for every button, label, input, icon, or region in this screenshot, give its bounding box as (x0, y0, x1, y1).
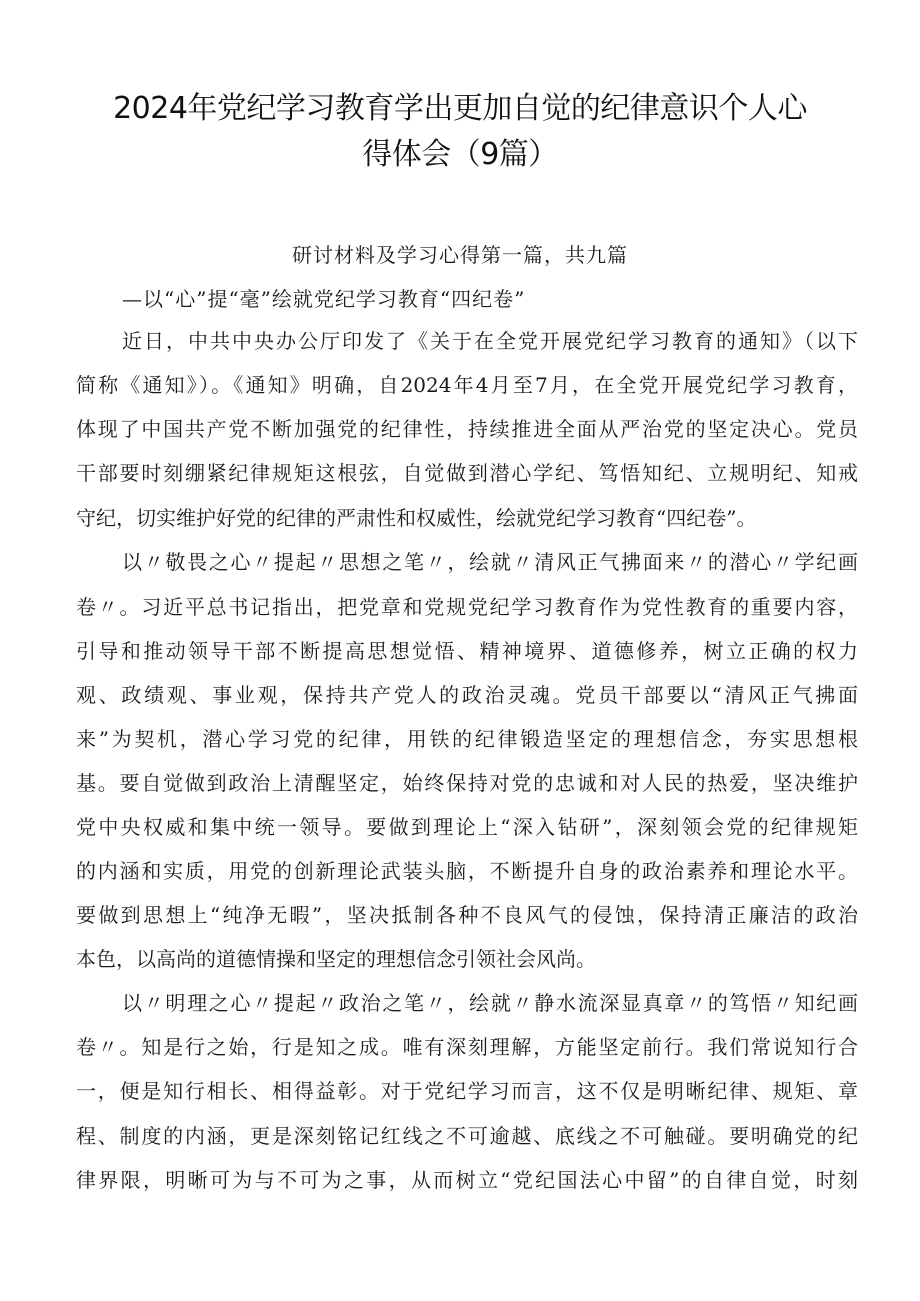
paragraph-1-line: 体现了中国共产党不断加强党的纪律性，持续推进全面从严治党的坚定决心。党员 (76, 417, 858, 441)
section-heading: —以“心”提“毫”绘就党纪学习教育“四纪卷” (122, 287, 526, 311)
paragraph-2-line: 卷〃。习近平总书记指出，把党章和党规党纪学习教育作为党性教育的重要内容， (76, 595, 858, 619)
paragraph-3-line: 一，便是知行相长、相得益彰。对于党纪学习而言，这不仅是明晰纪律、规矩、章 (76, 1079, 858, 1103)
paragraph-1-line: 近日，中共中央办公厅印发了《关于在全党开展党纪学习教育的通知》（以下 (122, 329, 858, 353)
paragraph-2-line: 引导和推动领导干部不断提高思想觉悟、精神境界、道德修养，树立正确的权力 (76, 639, 858, 663)
paragraph-2-line: 基。要自觉做到政治上清醒坚定，始终保持对党的忠诚和对人民的热爱，坚决维护 (76, 771, 858, 795)
paragraph-1-line: 简称《通知》）。《通知》明确，自2024年4月至7月，在全党开展党纪学习教育， (76, 373, 858, 397)
paragraph-2-line: 要做到思想上“纯净无暇”，坚决抵制各种不良风气的侵蚀，保持清正廉洁的政治 (76, 903, 858, 927)
paragraph-3-line: 卷〃。知是行之始，行是知之成。唯有深刻理解，方能坚定前行。我们常说知行合 (76, 1035, 858, 1059)
paragraph-3-line: 律界限，明晰可为与不可为之事，从而树立“党纪国法心中留”的自律自觉，时刻 (76, 1168, 858, 1192)
paragraph-2-line: 本色，以高尚的道德情操和坚定的理想信念引领社会风尚。 (76, 947, 596, 971)
document-title-line-2: 得体会（9篇） (362, 137, 558, 172)
paragraph-1-line: 干部要时刻绷紧纪律规矩这根弦，自觉做到潜心学纪、笃悟知纪、立规明纪、知戒 (76, 461, 858, 485)
paragraph-2-line: 以〃敬畏之心〃提起〃思想之笔〃，绘就〃清风正气拂面来〃的潜心〃学纪画 (122, 550, 858, 574)
paragraph-2-line: 来”为契机，潜心学习党的纪律，用铁的纪律锻造坚定的理想信念，夯实思想根 (76, 727, 858, 751)
document-title-line-1: 2024年党纪学习教育学出更加自觉的纪律意识个人心 (113, 91, 807, 126)
paragraph-1-line: 守纪，切实维护好党的纪律的严肃性和权威性，绘就党纪学习教育“四纪卷”。 (76, 506, 757, 530)
paragraph-2-line: 的内涵和实质，用党的创新理论武装头脑，不断提升自身的政治素养和理论水平。 (76, 859, 858, 883)
paragraph-3-line: 以〃明理之心〃提起〃政治之笔〃，绘就〃静水流深显真章〃的笃悟〃知纪画 (122, 991, 858, 1015)
section-subtitle: 研讨材料及学习心得第一篇，共九篇 (292, 243, 628, 267)
paragraph-3-line: 程、制度的内涵，更是深刻铭记红线之不可逾越、底线之不可触碰。要明确党的纪 (76, 1124, 858, 1148)
paragraph-2-line: 观、政绩观、事业观，保持共产党人的政治灵魂。党员干部要以“清风正气拂面 (76, 683, 858, 707)
paragraph-2-line: 党中央权威和集中统一领导。要做到理论上“深入钻研”，深刻领会党的纪律规矩 (76, 815, 858, 839)
